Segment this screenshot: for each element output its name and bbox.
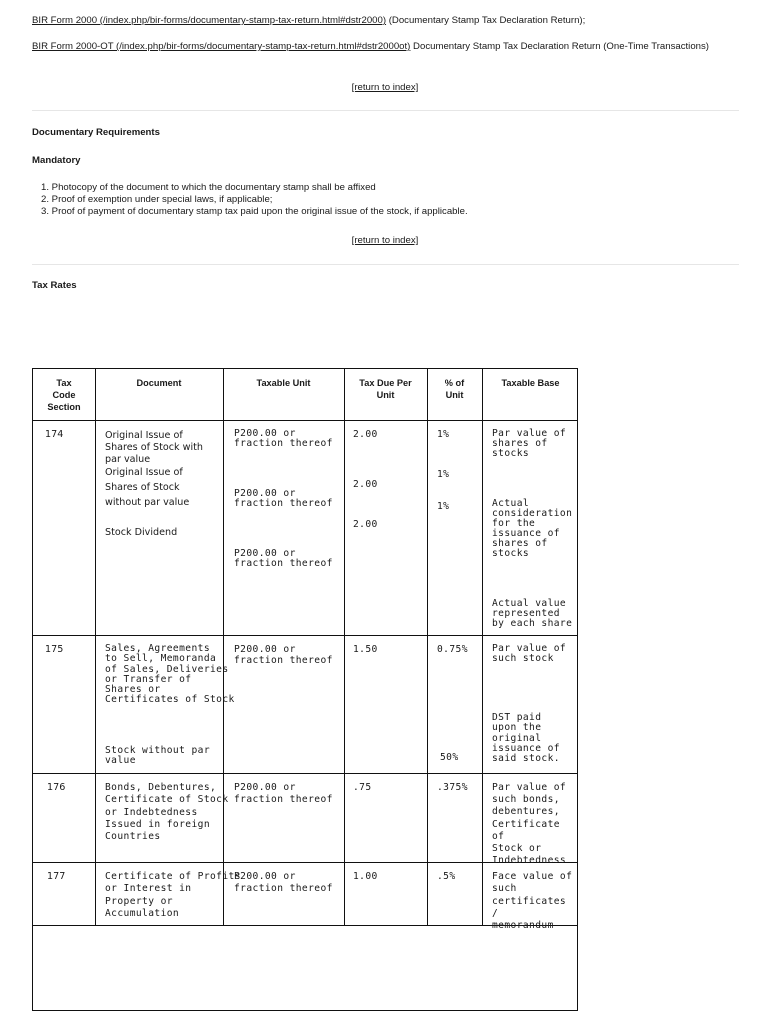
- base-174: Par value of shares of stocks: [492, 428, 567, 459]
- unit-174: P200.00 or fraction thereof: [234, 488, 333, 509]
- base-175: DST paid upon the original issuance of said stock.: [492, 712, 560, 765]
- table-column-divider: [482, 369, 483, 926]
- doc-176: Bonds, Debentures, Certificate of Stock or Indebtedness Issued in foreign Countries: [105, 782, 229, 843]
- pct-174: 1%: [437, 501, 450, 512]
- base-176: Par value of such bonds, debentures, Certificate of Stock or Indebtedness: [492, 782, 567, 867]
- table-row-divider: [33, 420, 577, 421]
- section-176: 176: [47, 782, 66, 793]
- doc-174-line: par value: [105, 454, 151, 465]
- unit-176: P200.00 or fraction thereof: [234, 782, 333, 805]
- form-2000ot-line: [32, 41, 744, 53]
- tax-rates-table: [32, 368, 578, 1011]
- header-tax-due: Tax Due Per Unit: [359, 378, 412, 400]
- due-174: 2.00: [353, 479, 378, 490]
- divider-1: [32, 110, 739, 111]
- requirements-list: [41, 182, 468, 218]
- table-row-divider: [33, 773, 577, 774]
- return-to-index-link-2[interactable]: [return to index]: [351, 235, 419, 246]
- tax-rates-heading: Tax Rates: [32, 280, 77, 291]
- header-percent: % of Unit: [444, 378, 465, 400]
- doc-177: Certificate of Profits or Interest in Property or Accumulation: [105, 871, 241, 919]
- doc-175: Sales, Agreements to Sell, Memoranda of Sales, Deliveries or Transfer of Shares or Certificates of Stock: [105, 643, 235, 706]
- requirement-item: 1. Photocopy of the document to which the documentary stamp shall be affixed: [41, 182, 376, 193]
- doc-174-line: without par value: [105, 497, 190, 508]
- return-to-index-link-1[interactable]: [return to index]: [351, 82, 419, 93]
- form-2000ot-description: Documentary Stamp Tax Declaration Return (One-Time Transactions): [410, 41, 709, 52]
- due-175: 1.50: [353, 644, 378, 655]
- due-174: 2.00: [353, 429, 378, 440]
- header-taxable-base: Taxable Base: [501, 378, 560, 388]
- pct-176: .375%: [437, 782, 468, 793]
- unit-174: P200.00 or fraction thereof: [234, 548, 333, 569]
- unit-174: P200.00 or fraction thereof: [234, 428, 333, 449]
- form-2000-link[interactable]: BIR Form 2000 (/index.php/bir-forms/documentary-stamp-tax-return.html#dstr2000): [32, 15, 387, 26]
- due-176: .75: [353, 782, 372, 793]
- divider-2: [32, 264, 739, 265]
- table-column-divider: [95, 369, 96, 926]
- section-174: 174: [45, 429, 64, 440]
- pct-177: .5%: [437, 871, 456, 882]
- pct-175: 0.75%: [437, 644, 468, 655]
- doc-175: Stock without par value: [105, 745, 210, 767]
- unit-175: P200.00 or fraction thereof: [234, 644, 333, 666]
- table-column-divider: [427, 369, 428, 926]
- form-2000-description: (Documentary Stamp Tax Declaration Return);: [386, 15, 586, 26]
- header-document: Document: [136, 378, 182, 388]
- header-section: Tax Code Section: [47, 378, 81, 412]
- requirement-item: 3. Proof of payment of documentary stamp tax paid upon the original issue of the stock, if applicable.: [41, 206, 468, 217]
- pct-174: 1%: [437, 469, 450, 480]
- table-column-divider: [344, 369, 345, 926]
- due-174: 2.00: [353, 519, 378, 530]
- doc-174-line: Original Issue of: [105, 467, 183, 478]
- pct-174: 1%: [437, 429, 450, 440]
- form-2000-line: [32, 15, 744, 27]
- requirement-item: 2. Proof of exemption under special laws, if applicable;: [41, 194, 273, 205]
- return-to-index-2: [0, 235, 768, 246]
- doc-174-line: Original Issue of: [105, 430, 183, 441]
- pct-175: 50%: [440, 752, 459, 763]
- doc-174-line: Stock Dividend: [105, 527, 178, 538]
- section-177: 177: [47, 871, 66, 882]
- base-174: Actual consideration for the issuance of shares of stocks: [492, 498, 573, 559]
- mandatory-heading: Mandatory: [32, 155, 81, 166]
- table-row-divider: [33, 635, 577, 636]
- documentary-requirements-heading: Documentary Requirements: [32, 127, 160, 138]
- header-taxable-unit: Taxable Unit: [256, 378, 311, 388]
- base-174: Actual value represented by each share: [492, 598, 573, 629]
- base-175: Par value of such stock: [492, 643, 567, 665]
- form-2000ot-link[interactable]: BIR Form 2000-OT (/index.php/bir-forms/documentary-stamp-tax-return.html#dstr2000ot): [32, 41, 411, 52]
- base-177: Face value of such certificates / memorandum: [492, 871, 573, 932]
- return-to-index-1: [0, 82, 768, 93]
- doc-174-line: Shares of Stock: [105, 482, 180, 493]
- section-175: 175: [45, 644, 64, 655]
- doc-174-line: Shares of Stock with: [105, 442, 203, 453]
- due-177: 1.00: [353, 871, 378, 882]
- unit-177: P200.00 or fraction thereof: [234, 871, 333, 894]
